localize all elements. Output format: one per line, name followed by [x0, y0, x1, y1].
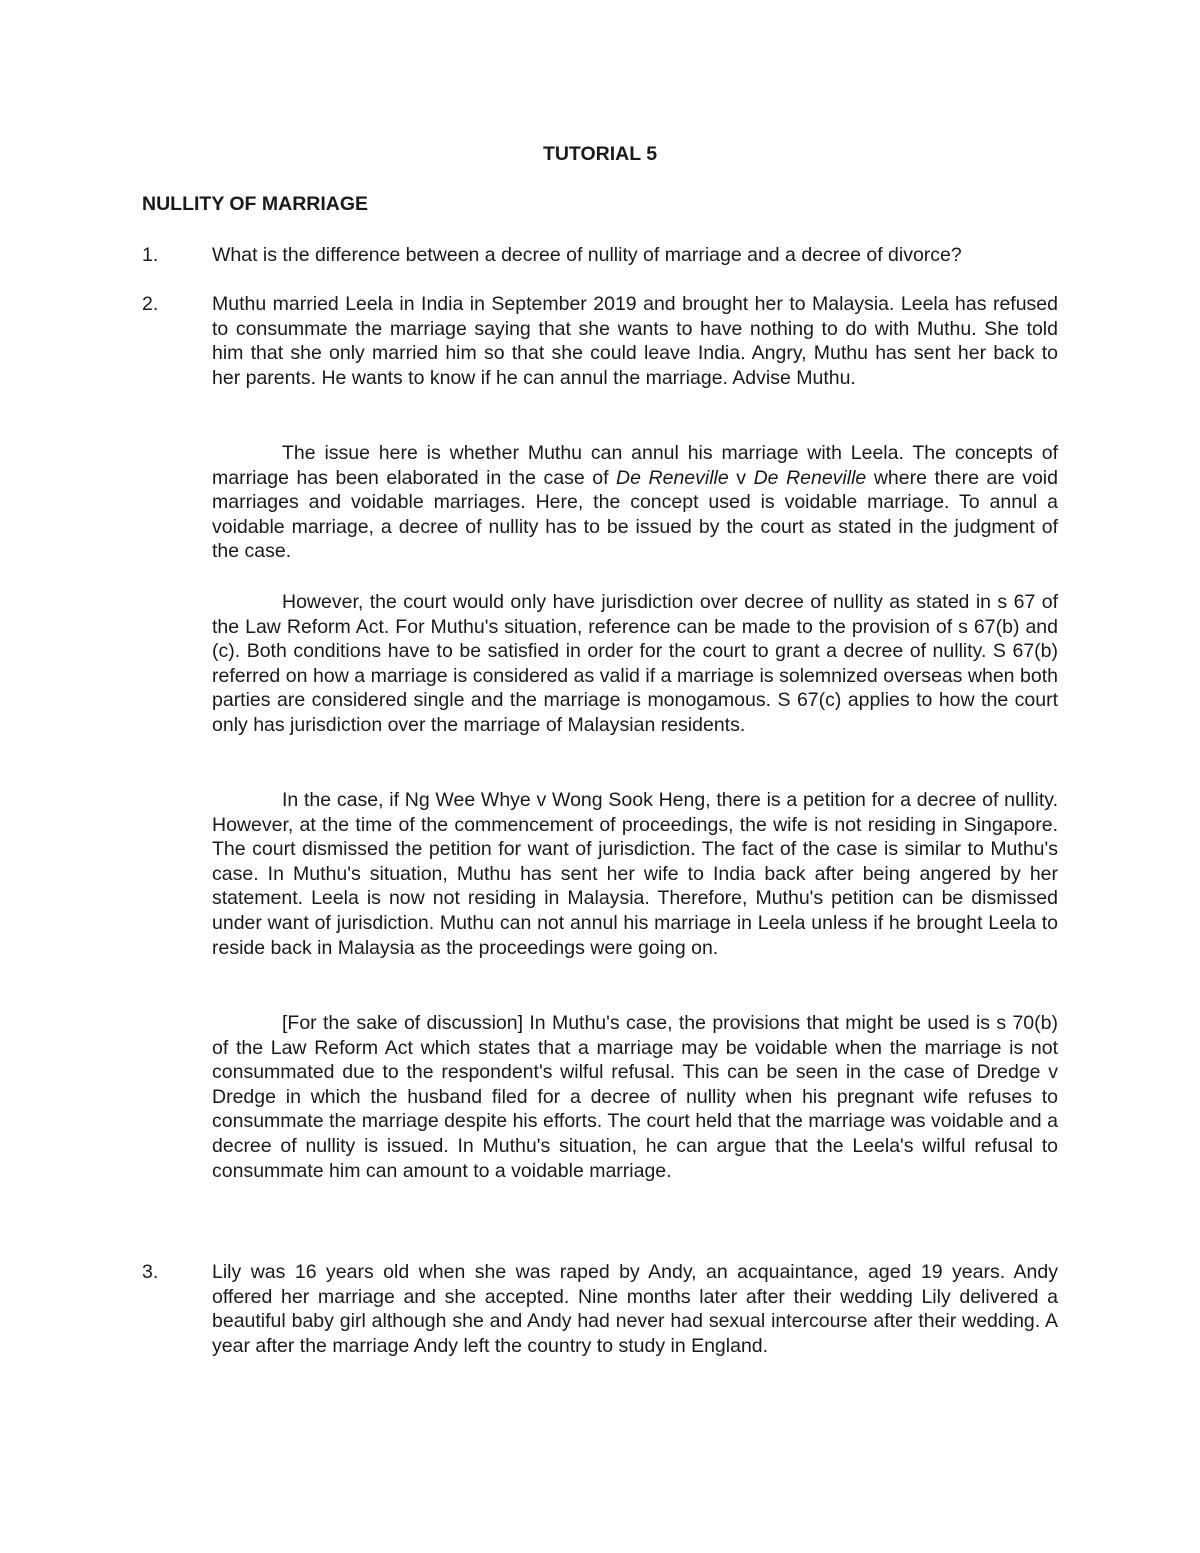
answer-paragraph-3: In the case, if Ng Wee Whye v Wong Sook Heng, there is a petition for a decree of nullity. However, at the time of the commencement of proceedings, the wife is not residing in Singapore. The court dismissed the petition for want of jurisdiction. The fact of the case is similar to Muthu's case. In Muthu's situation, Muthu has sent her wife to India back after being angered by her statement. Leela is now not residing in Malaysia. Therefore, Muthu's petition can be dismissed under want of jurisdiction. Muthu can not annul his marriage in Leela unless if he brought Leela to reside back in Malaysia as the proceedings were going on.: [212, 789, 1058, 959]
case-versus: v: [728, 466, 754, 489]
question-3-text: Lily was 16 years old when she was raped by Andy, an acquaintance, aged 19 years. Andy offered her marriage and she accepted. Nine months later after their wedding Lily delivered a beautiful baby girl although she and Andy had never had sexual intercourse after their wedding. A year after the marriage Andy left the country to study in England.: [212, 1261, 1058, 1357]
question-3-number: 3.: [142, 1261, 159, 1283]
case-name-de-reneville-b: De Reneville: [753, 466, 867, 489]
question-2-text: Muthu married Leela in India in September 2019 and brought her to Malaysia. Leela has refused to consummate the marriage saying that she wants to have nothing to do with Muthu. She told him that she only married him so that she could leave India. Angry, Muthu has sent her back to her parents. He wants to know if he can annul the marriage. Advise Muthu.: [212, 293, 1058, 389]
section-heading: NULLITY OF MARRIAGE: [142, 193, 369, 215]
question-1-text: What is the difference between a decree of nullity of marriage and a decree of divorce?: [212, 244, 962, 266]
question-2-number: 2.: [142, 293, 159, 315]
answer-p1-after: where there are void marriages and voidable marriages. Here, the concept used is voidable marriage. To annul a voidable marriage, a decree of nullity has to be issued by the court as stated in the judgment of the case.: [212, 466, 1058, 563]
answer-p1-before: The issue here is whether Muthu can annul his marriage with Leela. The concepts of marriage has been elaborated in the case of: [212, 442, 1058, 489]
answer-paragraph-1: [212, 441, 1058, 564]
answer-paragraph-4: [For the sake of discussion] In Muthu's case, the provisions that might be used is s 70(b) of the Law Reform Act which states that a marriage may be voidable when the marriage is not consummated due to the respondent's wilful refusal. This can be seen in the case of Dredge v Dredge in which the husband filed for a decree of nullity when his pregnant wife refuses to consummate the marriage despite his efforts. The court held that the marriage was voidable and a decree of nullity is issued. In Muthu's situation, he can argue that the Leela's wilful refusal to consummate him can amount to a voidable marriage.: [212, 1012, 1058, 1182]
case-name-de-reneville-a: De Reneville: [616, 466, 729, 489]
document-title: TUTORIAL 5: [542, 143, 658, 165]
answer-paragraph-2: However, the court would only have jurisdiction over decree of nullity as stated in s 67 of the Law Reform Act. For Muthu's situation, reference can be made to the provision of s 67(b) and (c). Both conditions have to be satisfied in order for the court to grant a decree of nullity. S 67(b) referred on how a marriage is considered as valid if a marriage is solemnized overseas when both parties are considered single and the marriage is monogamous. S 67(c) applies to how the court only has jurisdiction over the marriage of Malaysian residents.: [212, 591, 1058, 736]
question-1-number: 1.: [142, 244, 159, 266]
